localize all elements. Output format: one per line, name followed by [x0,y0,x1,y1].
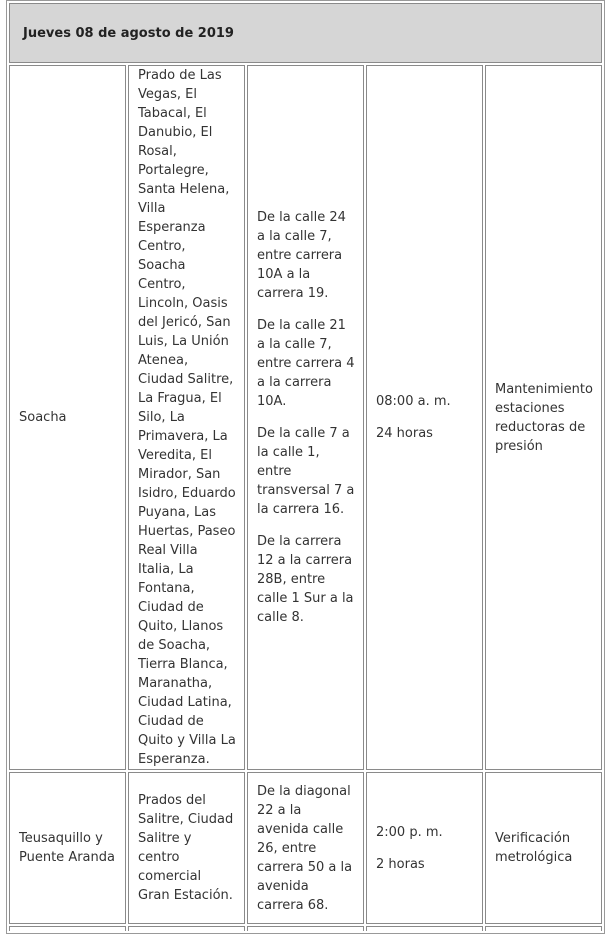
motivo-cell: Mantenimiento estaciones reductoras de presión [485,65,602,770]
table-cell [366,926,483,931]
table-cell [9,926,126,931]
table-cell [128,926,245,931]
start-time: 08:00 a. m. [376,394,451,409]
sector-text: De la calle 7 a la calle 1, entre transversal 7 a la carrera 16. [257,426,355,517]
date-header: Jueves 08 de agosto de 2019 [9,3,602,63]
schedule-table [6,0,605,934]
duration: 2 horas [376,856,425,872]
municipio-cell: Soacha [9,65,126,770]
table-row [9,772,602,924]
horario-cell [366,772,483,924]
duration: 24 horas [376,426,433,441]
sector-text: De la diagonal 22 a la avenida calle 26, entre carrera 50 a la avenida carrera 68. [257,783,353,913]
start-time: 2:00 p. m. [376,824,443,840]
header-row [9,3,602,63]
table-row [9,65,602,770]
horario-cell [366,65,483,770]
sectores-cell [247,65,364,770]
motivo-cell: Verificación metrológica [485,772,602,924]
table-cell [247,926,364,931]
barrios-cell: Prado de Las Vegas, El Tabacal, El Danubio, El Rosal, Portalegre, Santa Helena, Villa Esperanza Centro, Soacha Centro, Lincoln, Oasis del Jericó, San Luis, La Unión Atenea, Ciudad Salitre, La Fragua, El Silo, La Primavera, La Veredita, El Mirador, San Isidro, Eduardo Puyana, Las Huertas, Paseo Real Villa Italia, La Fontana, Ciudad de Quito, Llanos de Soacha, Tierra Blanca, Maranatha, Ciudad Latina, Ciudad de Quito y Villa La Esperanza. [128,65,245,770]
barrios-cell: Prados del Salitre, Ciudad Salitre y centro comercial Gran Estación. [128,772,245,924]
sector-text: De la calle 21 a la calle 7, entre carrera 4 a la carrera 10A. [257,318,355,409]
next-row-edge [9,926,602,931]
table-cell [485,926,602,931]
sector-text: De la carrera 12 a la carrera 28B, entre calle 1 Sur a la calle 8. [257,534,354,625]
municipio-cell: Teusaquillo y Puente Aranda [9,772,126,924]
sector-text: De la calle 24 a la calle 7, entre carrera 10A a la carrera 19. [257,210,346,301]
sectores-cell [247,772,364,924]
